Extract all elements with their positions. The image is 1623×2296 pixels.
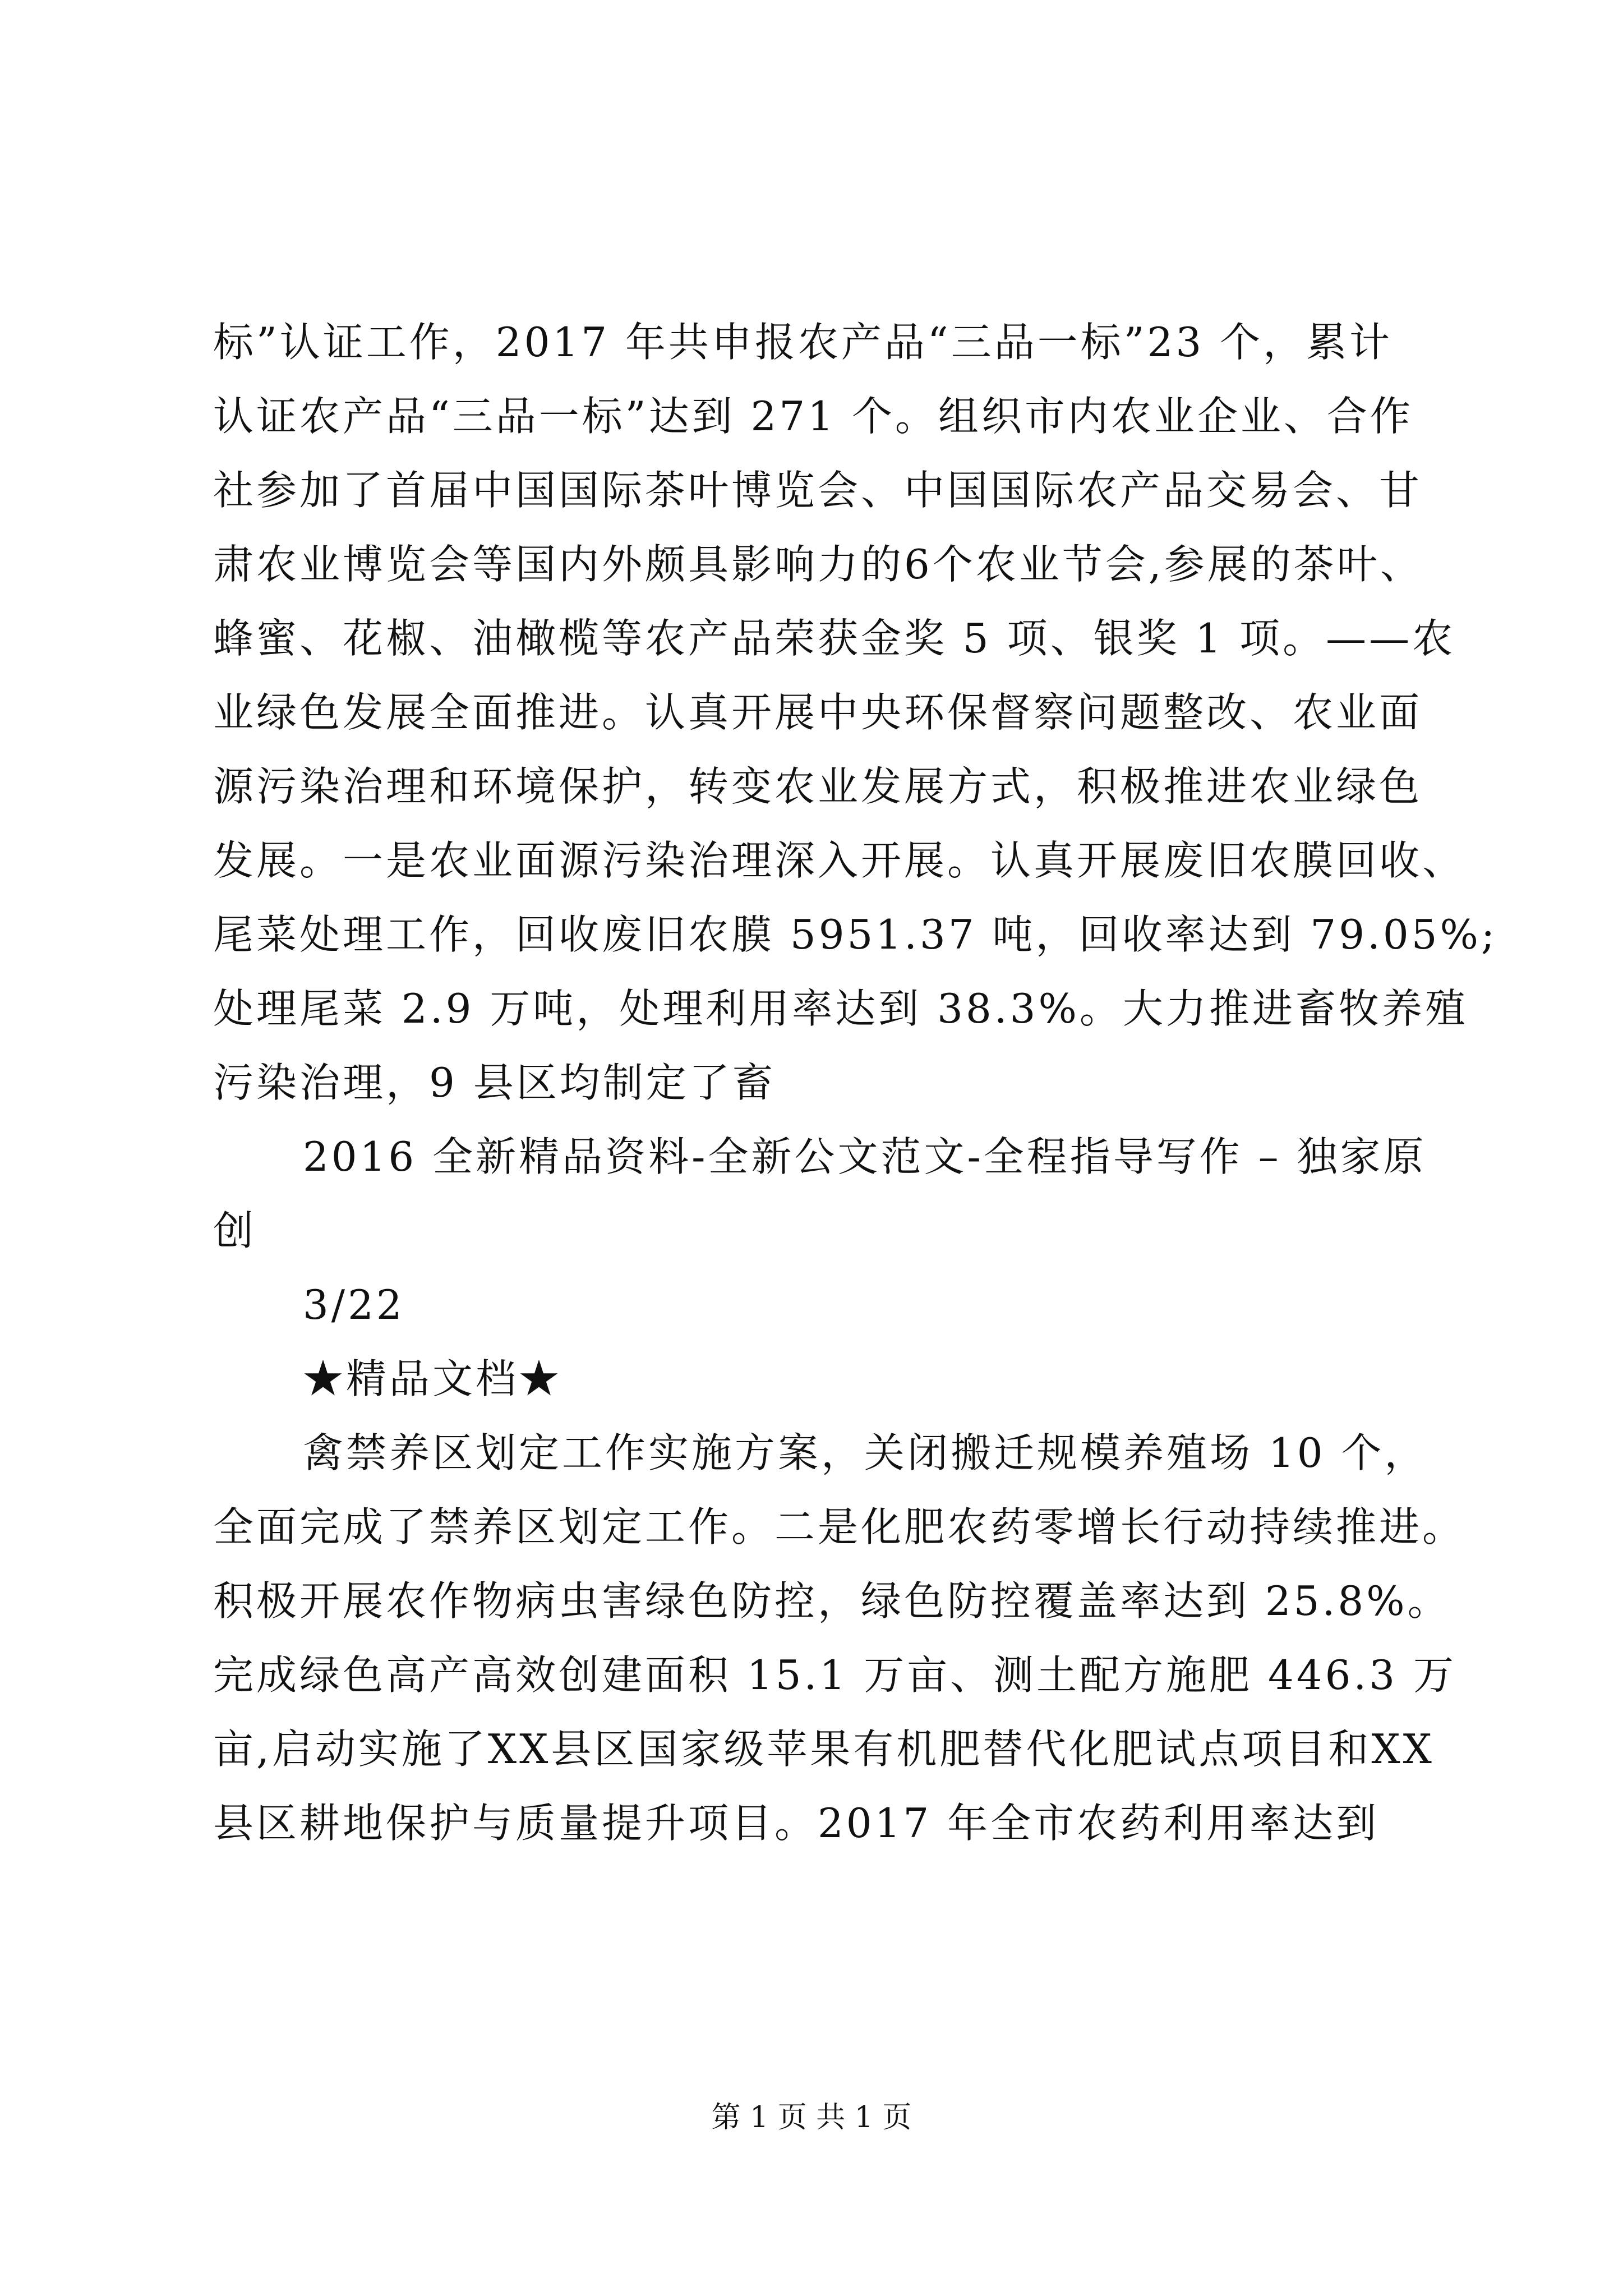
- paragraph-line: 尾菜处理工作，回收废旧农膜 5951.37 吨，回收率达到 79.05%;: [213, 911, 1498, 958]
- paragraph-line: 积极开展农作物病虫害绿色防控，绿色防控覆盖率达到 25.8%。: [213, 1577, 1451, 1625]
- paragraph-line: 污染治理，9 县区均制定了畜: [213, 1059, 776, 1106]
- paragraph-line: 处理尾菜 2.9 万吨，处理利用率达到 38.3%。大力推进畜牧养殖: [213, 985, 1468, 1032]
- page-marker: 3/22: [303, 1281, 405, 1328]
- page-footer: 第 1 页 共 1 页: [711, 2101, 912, 2134]
- paragraph-line: 县区耕地保护与质量提升项目。2017 年全市农药利用率达到: [213, 1800, 1380, 1847]
- paragraph-line: 蜂蜜、花椒、油橄榄等农产品荣获金奖 5 项、银奖 1 项。——农: [213, 615, 1456, 662]
- paragraph-line: 禽禁养区划定工作实施方案，关闭搬迁规模养殖场 10 个，: [303, 1429, 1428, 1476]
- paragraph-line: 完成绿色高产高效创建面积 15.1 万亩、测土配方施肥 446.3 万: [213, 1651, 1456, 1699]
- banner-line: 创: [213, 1207, 257, 1254]
- paragraph-line: 肃农业博览会等国内外颇具影响力的6个农业节会,参展的茶叶、: [213, 541, 1423, 588]
- paragraph-line: 业绿色发展全面推进。认真开展中央环保督察问题整改、农业面: [213, 689, 1423, 736]
- banner-line: 2016 全新精品资料-全新公文范文-全程指导写作 – 独家原: [303, 1133, 1427, 1180]
- paragraph-line: 发展。一是农业面源污染治理深入开展。认真开展废旧农膜回收、: [213, 837, 1466, 884]
- paragraph-line: 源污染治理和环境保护，转变农业发展方式，积极推进农业绿色: [213, 763, 1423, 810]
- paragraph-line: 认证农产品“三品一标”达到 271 个。组织市内农业企业、合作: [213, 393, 1413, 440]
- paragraph-line: 亩,启动实施了XX县区国家级苹果有机肥替代化肥试点项目和XX: [213, 1726, 1435, 1773]
- document-tag: ★精品文档★: [303, 1355, 562, 1402]
- paragraph-line: 社参加了首届中国国际茶叶博览会、中国国际农产品交易会、甘: [213, 467, 1423, 514]
- paragraph-line: 标”认证工作，2017 年共申报农产品“三品一标”23 个，累计: [213, 319, 1393, 366]
- paragraph-line: 全面完成了禁养区划定工作。二是化肥农药零增长行动持续推进。: [213, 1503, 1466, 1550]
